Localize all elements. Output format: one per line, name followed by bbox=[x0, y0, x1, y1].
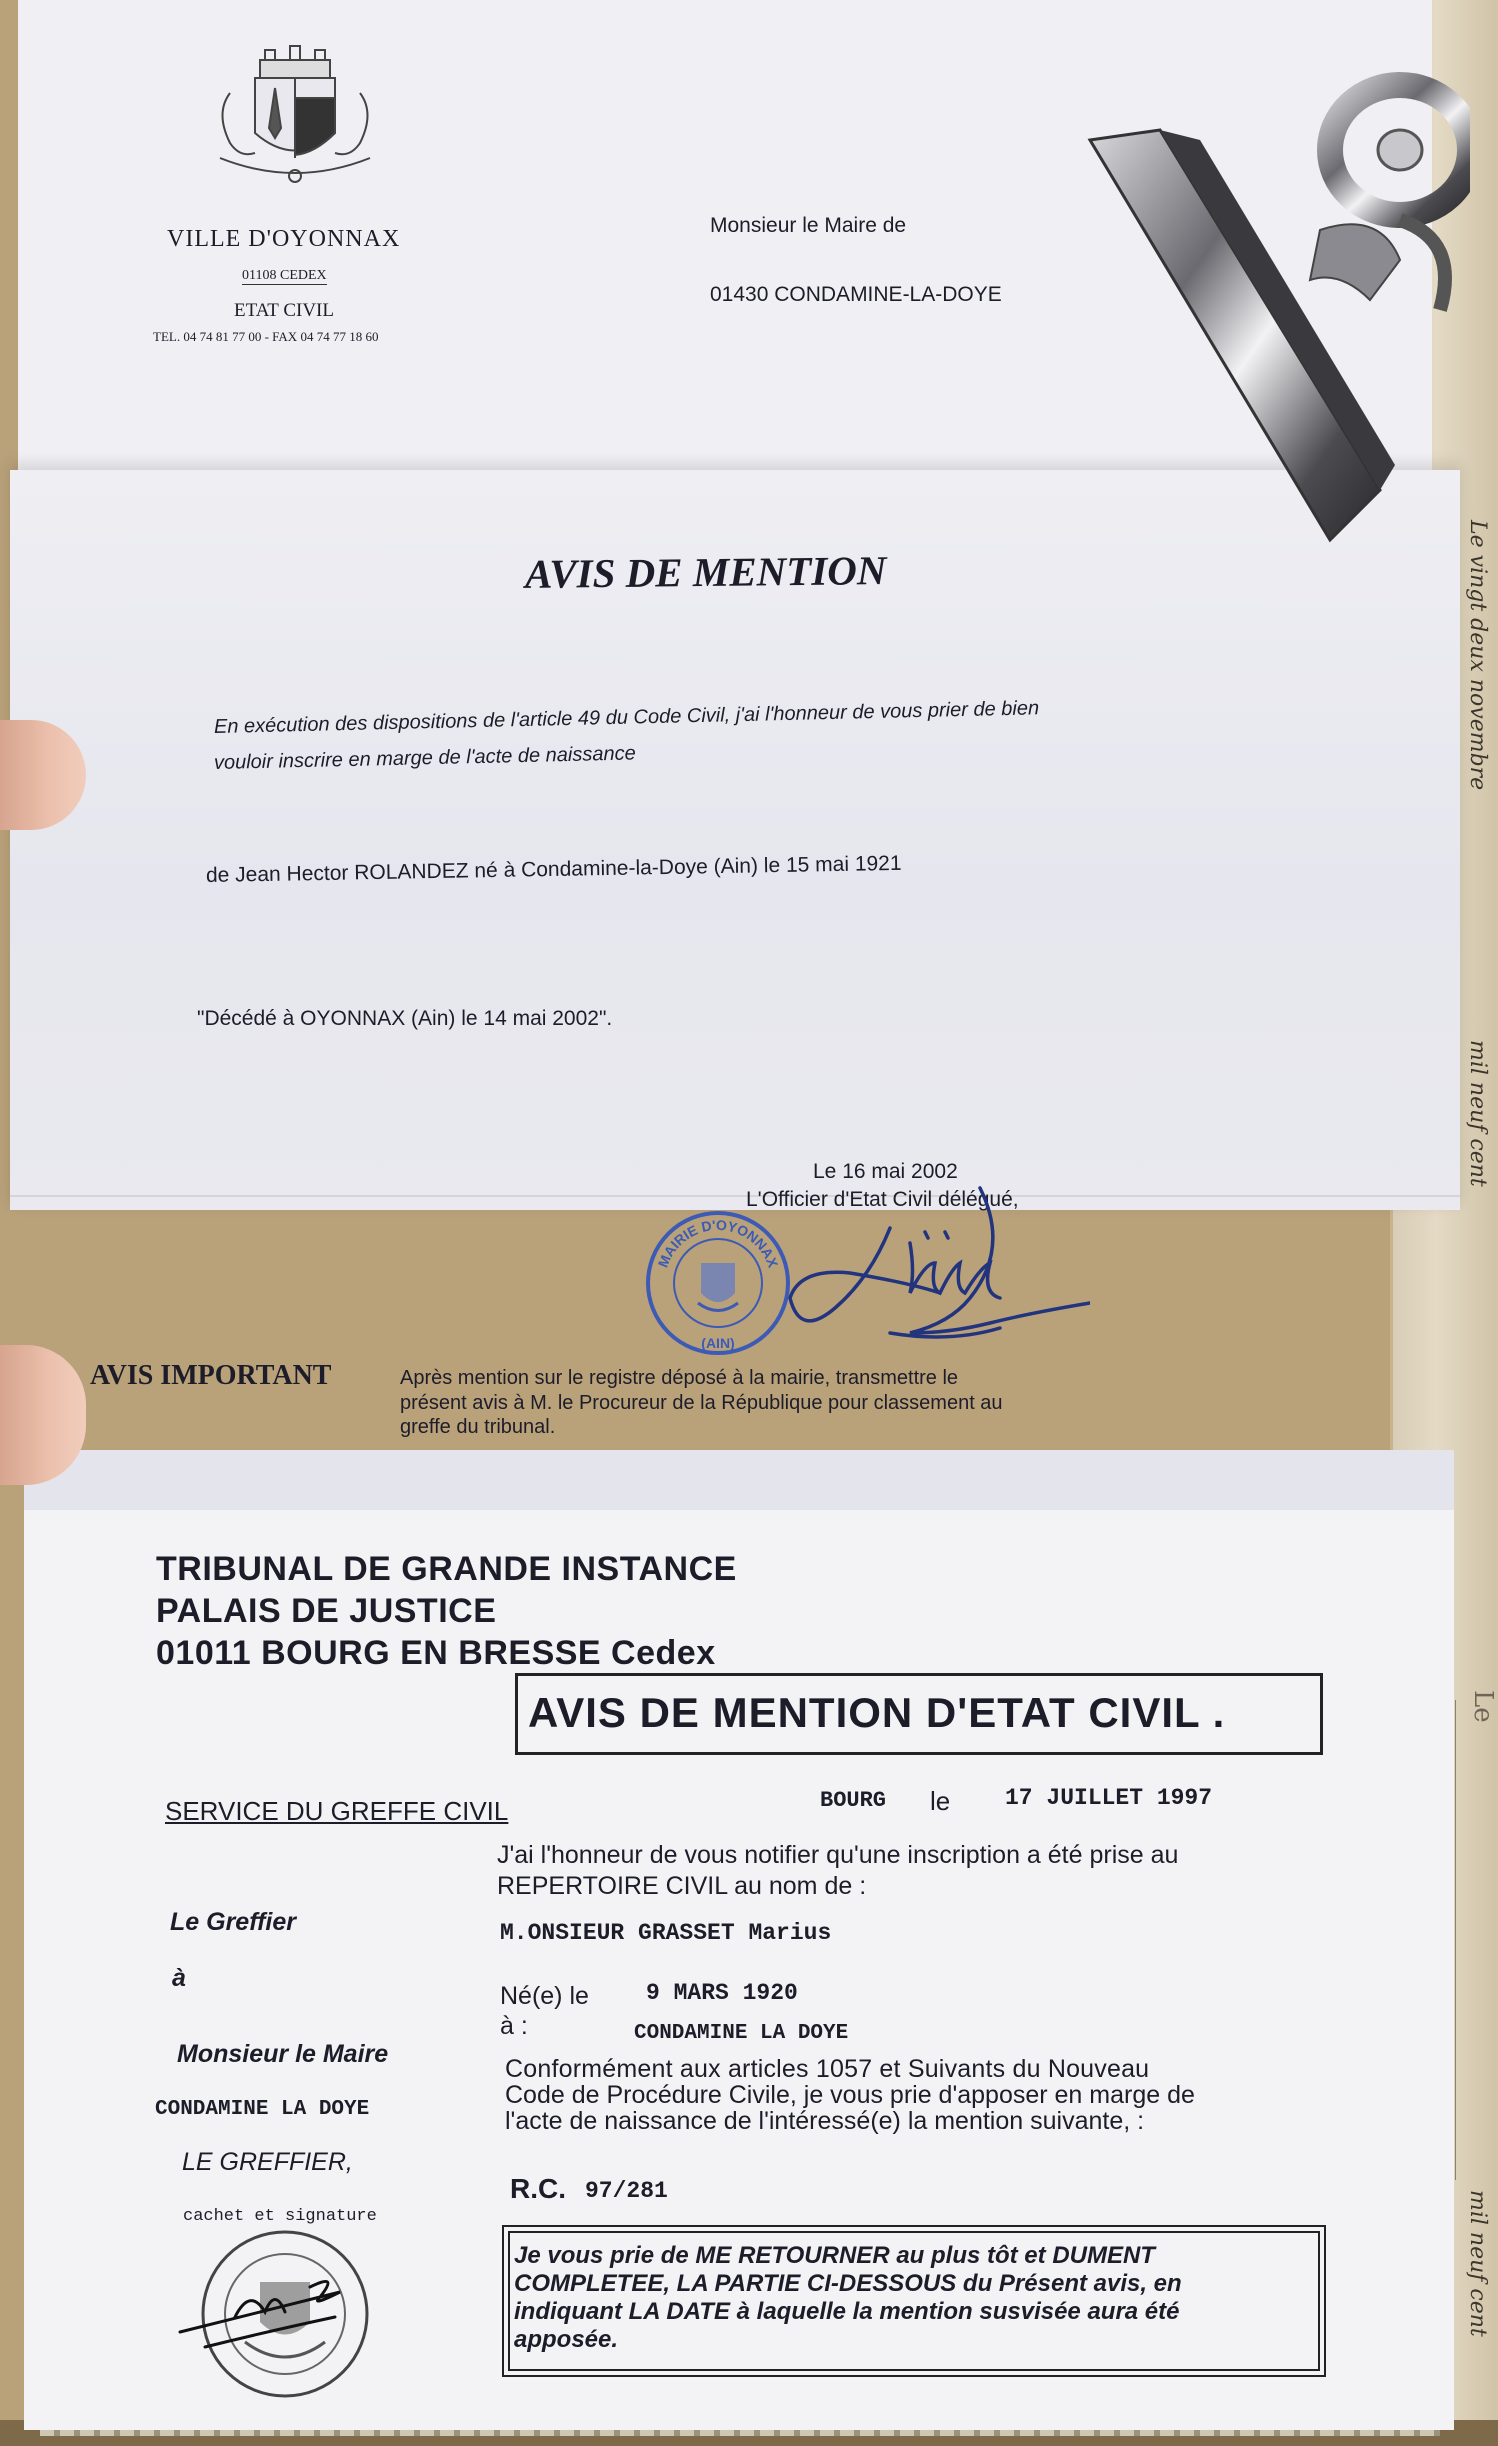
addressee-line1: Monsieur le Maire de bbox=[710, 214, 907, 237]
addressee-line2: 01430 CONDAMINE-LA-DOYE bbox=[710, 283, 1002, 306]
register-le-lower: Le bbox=[1468, 1690, 1498, 1723]
important-line2: présent avis à M. le Procureur de la République pour classement au bbox=[400, 1392, 1003, 1414]
person-name: M.ONSIEUR GRASSET Marius bbox=[500, 1920, 832, 1946]
tribunal-line3: 01011 BOURG EN BRESSE Cedex bbox=[156, 1634, 716, 1672]
letterhead-service: ETAT CIVIL bbox=[234, 300, 334, 321]
from-greffier: Le Greffier bbox=[170, 1908, 296, 1936]
service-greffe: SERVICE DU GREFFE CIVIL bbox=[165, 1796, 509, 1826]
important-label: AVIS IMPORTANT bbox=[90, 1360, 332, 1391]
notice-para-line1: En exécution des dispositions de l'article 49 du Code Civil, j'ai l'honneur de vous prier de bien bbox=[213, 697, 1040, 738]
conform-line3: l'acte de naissance de l'intéressé(e) la mention suivante, : bbox=[505, 2107, 1145, 2135]
at-label: à : bbox=[500, 2012, 528, 2040]
date-value: 17 JUILLET 1997 bbox=[1005, 1785, 1213, 1811]
notice-title: AVIS DE MENTION bbox=[524, 547, 887, 597]
binder-clip bbox=[1050, 70, 1470, 570]
notice-person: de Jean Hector ROLANDEZ né à Condamine-la-Doye (Ain) le 15 mai 1921 bbox=[205, 851, 902, 887]
coat-of-arms-logo bbox=[200, 38, 390, 188]
place-bourg: BOURG bbox=[820, 1788, 887, 1813]
letterhead-town: VILLE D'OYONNAX bbox=[167, 226, 401, 252]
born-date: 9 MARS 1920 bbox=[646, 1980, 798, 2006]
stamp-bottom-text: (AIN) bbox=[701, 1335, 735, 1351]
recipient-town: CONDAMINE LA DOYE bbox=[155, 2098, 370, 2121]
boxed-title: AVIS DE MENTION D'ETAT CIVIL . bbox=[528, 1689, 1226, 1736]
register-rule bbox=[1455, 1700, 1456, 2180]
register-note-mid: mil neuf cent bbox=[1465, 1040, 1490, 1187]
date-le: le bbox=[930, 1786, 951, 1816]
register-note-bottom: mil neuf cent bbox=[1465, 2190, 1490, 2337]
stamp-top-text: MAIRIE D'OYONNAX bbox=[654, 1216, 782, 1270]
return-line1: Je vous prie de ME RETOURNER au plus tôt et DUMENT bbox=[514, 2242, 1155, 2269]
born-place: CONDAMINE LA DOYE bbox=[634, 2022, 849, 2045]
rc-value: 97/281 bbox=[585, 2178, 668, 2204]
notice-date: Le 16 mai 2002 bbox=[813, 1160, 958, 1183]
letterhead-phone-fax: TEL. 04 74 81 77 00 - FAX 04 74 77 18 60 bbox=[153, 329, 379, 344]
rc-label: R.C. bbox=[510, 2173, 566, 2204]
signoff-greffier: LE GREFFIER, bbox=[182, 2148, 353, 2176]
return-line4: apposée. bbox=[514, 2326, 619, 2353]
tribunal-line2: PALAIS DE JUSTICE bbox=[156, 1592, 497, 1630]
svg-text:MAIRIE D'OYONNAX bbox=[655, 1217, 782, 1270]
notice-officer: L'Officier d'Etat Civil délégué, bbox=[746, 1188, 1019, 1211]
notice-mention: "Décédé à OYONNAX (Ain) le 14 mai 2002". bbox=[197, 1007, 613, 1030]
born-label: Né(e) le bbox=[500, 1982, 589, 2010]
important-line3: greffe du tribunal. bbox=[400, 1416, 556, 1438]
fold-line bbox=[10, 1195, 1460, 1197]
letterhead-cedex: 01108 CEDEX bbox=[242, 268, 327, 283]
important-line1: Après mention sur le registre déposé à la mairie, transmettre le bbox=[400, 1367, 959, 1389]
return-line3: indiquant LA DATE à laquelle la mention susvisée aura été bbox=[514, 2298, 1180, 2325]
register-note-top: Le vingt deux novembre bbox=[1465, 520, 1490, 791]
recipient-title: Monsieur le Maire bbox=[177, 2040, 389, 2068]
conform-line2: Code de Procédure Civile, je vous prie d'apposer en marge de bbox=[505, 2081, 1195, 2109]
to-a: à bbox=[172, 1964, 186, 1992]
notice-para-line2: vouloir inscrire en marge de l'acte de naissance bbox=[213, 742, 636, 774]
sheet-overlap bbox=[24, 1450, 1454, 1510]
notify-line2: REPERTOIRE CIVIL au nom de : bbox=[497, 1872, 867, 1900]
bottom-edge bbox=[40, 2430, 1440, 2436]
return-line2: COMPLETEE, LA PARTIE CI-DESSOUS du Présent avis, en bbox=[514, 2270, 1182, 2297]
greffier-seal bbox=[175, 2222, 385, 2402]
tribunal-line1: TRIBUNAL DE GRANDE INSTANCE bbox=[156, 1550, 737, 1588]
notify-line1: J'ai l'honneur de vous notifier qu'une inscription a été prise au bbox=[497, 1841, 1179, 1869]
conform-line1: Conformément aux articles 1057 et Suivants du Nouveau bbox=[505, 2055, 1150, 2083]
cachet-label: cachet et signature bbox=[183, 2207, 377, 2226]
officer-signature bbox=[770, 1158, 1090, 1358]
